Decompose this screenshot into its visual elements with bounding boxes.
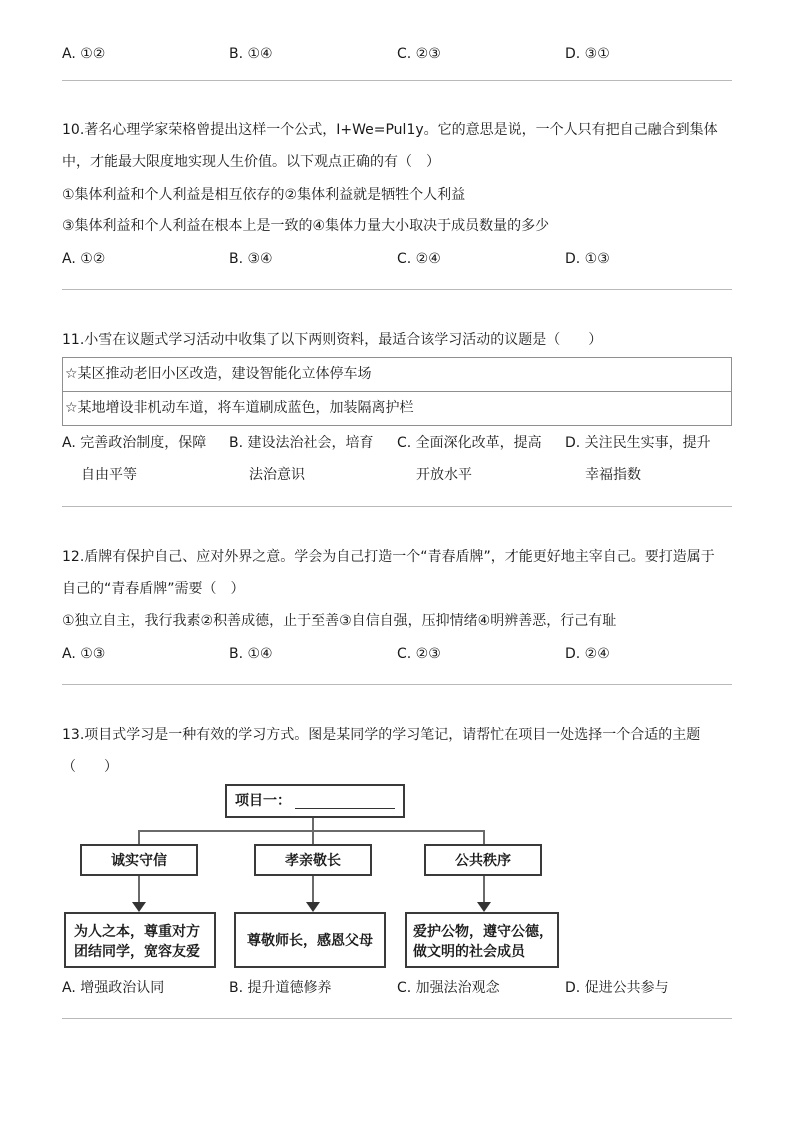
q11-option-a-line1: A. 完善政治制度，保障: [62, 435, 207, 451]
answer-blank: [295, 808, 395, 809]
divider: [62, 1018, 732, 1019]
q11-option-d-line1: D. 关注民生实事，提升: [565, 435, 711, 451]
q10-option-a[interactable]: A. ①②: [62, 251, 106, 267]
q10-item-line2: ③集体利益和个人利益在根本上是一致的④集体力量大小取决于成员数量的多少: [62, 218, 550, 234]
divider: [62, 289, 732, 290]
q13-stem-line2: （ ）: [62, 759, 118, 775]
q11-option-c-line2: 开放水平: [416, 467, 472, 483]
q10-option-c[interactable]: C. ②④: [397, 251, 441, 267]
diagram-top-box: [225, 784, 405, 818]
q13-option-d[interactable]: D. 促进公共参与: [565, 980, 669, 996]
q11-option-d[interactable]: [565, 434, 711, 484]
arrow-down-icon: [132, 902, 146, 912]
q9-option-d[interactable]: D. ③①: [565, 46, 610, 62]
arrow-down-icon: [477, 902, 491, 912]
q10-stem-line2: 中，才能最大限度地实现人生价值。以下观点正确的有（ ）: [62, 154, 440, 170]
diagram-detail-line: 为人之本，尊重对方: [74, 924, 200, 940]
diagram-box-honesty: [80, 844, 198, 876]
diagram-mid-label: 孝亲敬长: [285, 853, 341, 869]
q10-option-d[interactable]: D. ①③: [565, 251, 610, 267]
arrow-down-icon: [306, 902, 320, 912]
q11-option-c[interactable]: [397, 434, 542, 484]
q11-option-a-line2: 自由平等: [81, 467, 137, 483]
q13-option-c[interactable]: C. 加强法治观念: [397, 980, 500, 996]
diagram-detail-line: 团结同学，宽容友爱: [74, 944, 200, 960]
q12-option-b[interactable]: B. ①④: [229, 646, 273, 662]
q11-option-d-line2: 幸福指数: [585, 467, 641, 483]
q9-option-c[interactable]: C. ②③: [397, 46, 441, 62]
q11-material-row-2: ☆某地增设非机动车道，将车道刷成蓝色，加装隔离护栏: [63, 391, 731, 425]
q13-stem-line1: 13.项目式学习是一种有效的学习方式。图是某同学的学习笔记，请帮忙在项目一处选择一个合适的主题: [62, 727, 701, 743]
q11-material-table: [62, 357, 732, 426]
q12-stem-line1: 12.盾牌有保护自己、应对外界之意。学会为自己打造一个“青春盾牌”，才能更好地主宰自己。要打造属于: [62, 549, 715, 565]
q11-stem: 11.小雪在议题式学习活动中收集了以下两则资料，最适合该学习活动的议题是（ ）: [62, 332, 603, 348]
diagram-detail-public-order: [405, 912, 559, 968]
q13-option-b[interactable]: B. 提升道德修养: [229, 980, 332, 996]
q13-diagram: [62, 780, 732, 975]
connector: [312, 830, 314, 844]
q9-option-b[interactable]: B. ①④: [229, 46, 273, 62]
q11-option-a[interactable]: [62, 434, 206, 484]
q10-item-line1: ①集体利益和个人利益是相互依存的②集体利益就是牺牲个人利益: [62, 187, 466, 203]
q11-option-c-line1: C. 全面深化改革，提高: [397, 435, 542, 451]
diagram-box-filial: [254, 844, 372, 876]
q12-option-a[interactable]: A. ①③: [62, 646, 106, 662]
diagram-box-public-order: [424, 844, 542, 876]
diagram-mid-label: 诚实守信: [111, 853, 167, 869]
diagram-top-label: 项目一：: [235, 793, 291, 809]
divider: [62, 506, 732, 507]
q11-option-b-line2: 法治意识: [249, 467, 305, 483]
divider: [62, 80, 732, 81]
diagram-mid-label: 公共秩序: [455, 853, 511, 869]
q12-option-c[interactable]: C. ②③: [397, 646, 441, 662]
q11-option-b-line1: B. 建设法治社会，培育: [229, 435, 374, 451]
diagram-detail-honesty: [64, 912, 216, 968]
q11-option-b[interactable]: [229, 434, 374, 484]
connector: [138, 830, 140, 844]
q12-option-d[interactable]: D. ②④: [565, 646, 610, 662]
q12-stem-line2: 自己的“青春盾牌”需要（ ）: [62, 581, 245, 597]
diagram-detail-line: 爱护公物，遵守公德，: [413, 924, 553, 940]
diagram-detail-line: 做文明的社会成员: [413, 944, 525, 960]
q10-option-b[interactable]: B. ③④: [229, 251, 273, 267]
q12-items: ①独立自主，我行我素②积善成德，止于至善③自信自强，压抑情绪④明辨善恶，行己有耻: [62, 613, 617, 629]
divider: [62, 684, 732, 685]
connector: [483, 830, 485, 844]
diagram-detail-filial: [234, 912, 386, 968]
q11-material-row-1: ☆某区推动老旧小区改造，建设智能化立体停车场: [65, 366, 372, 382]
diagram-detail-line: 尊敬师长，感恩父母: [247, 933, 373, 949]
q10-stem-line1: 10.著名心理学家荣格曾提出这样一个公式，I+We=Pul1y。它的意思是说，一个人只有把自己融合到集体: [62, 122, 718, 138]
q9-option-a[interactable]: A. ①②: [62, 46, 106, 62]
q13-option-a[interactable]: A. 增强政治认同: [62, 980, 165, 996]
